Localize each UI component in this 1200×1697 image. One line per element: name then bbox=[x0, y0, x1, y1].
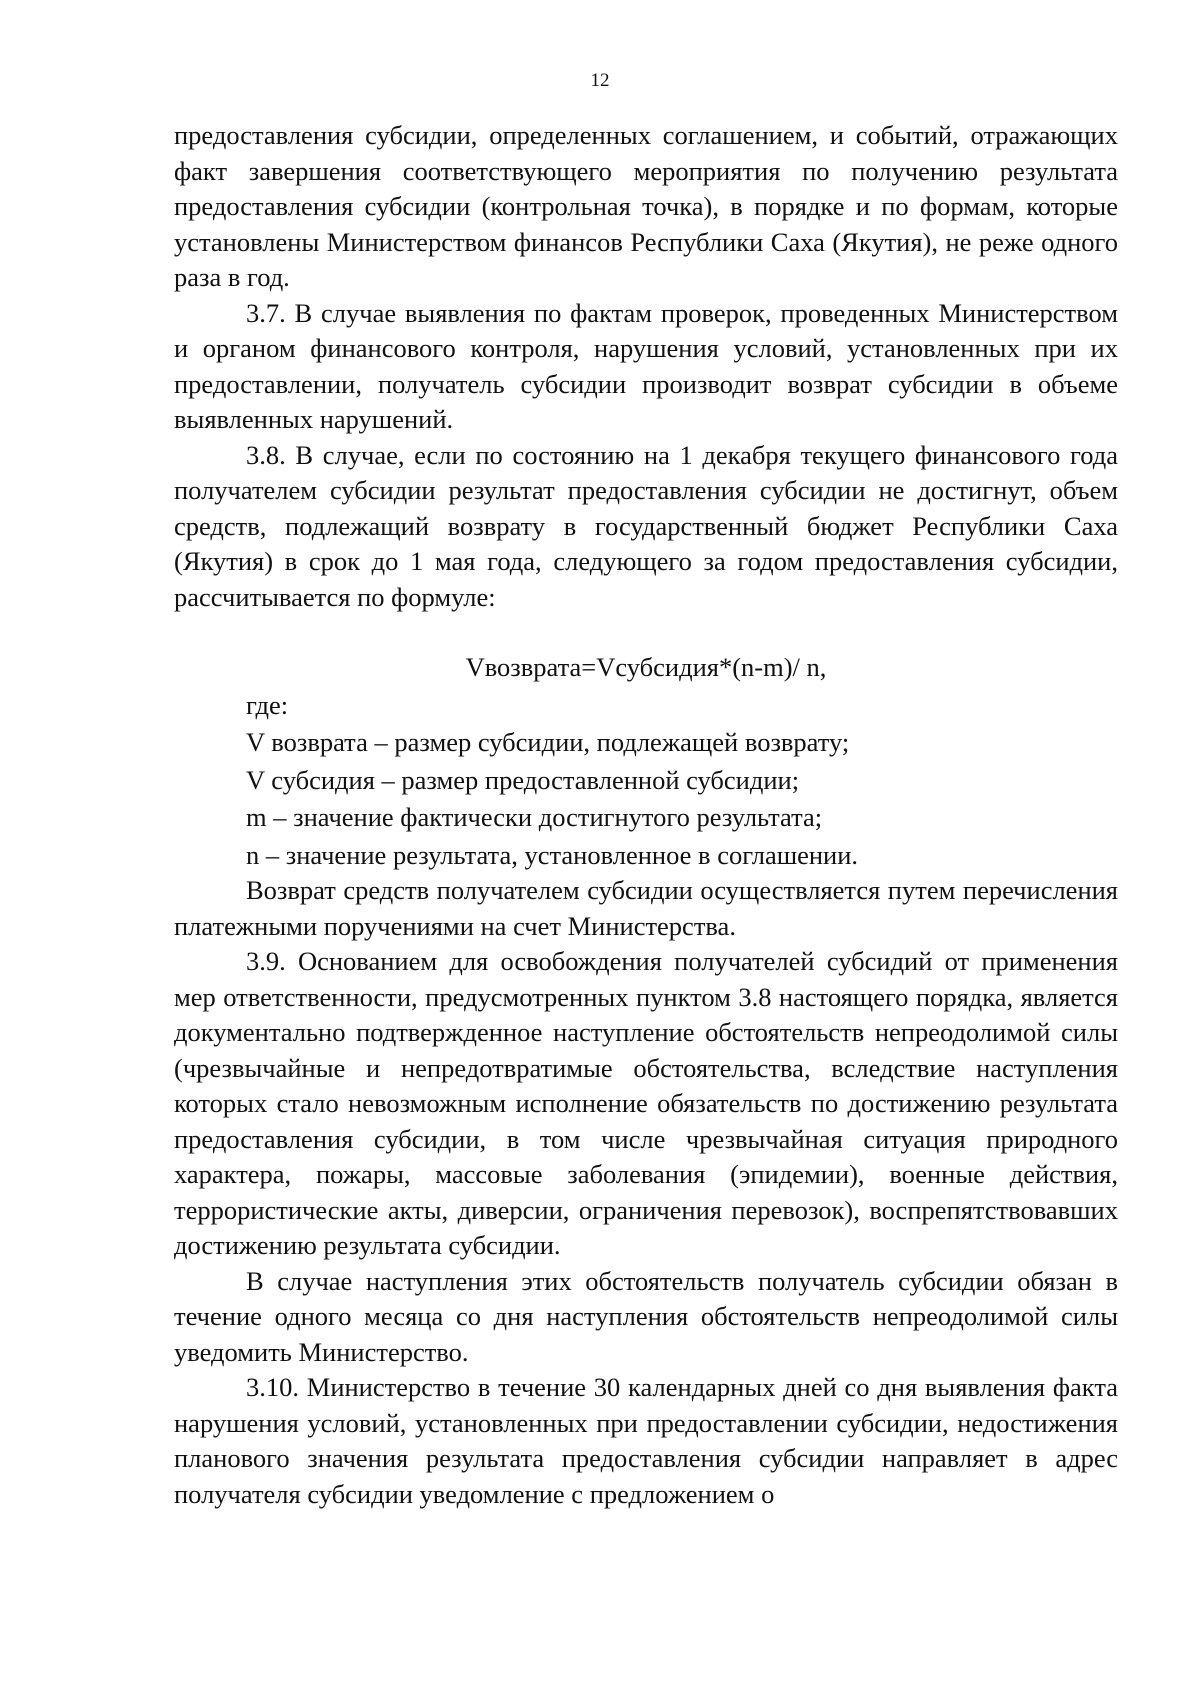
definition-item: m – значение фактически достигнутого результата; bbox=[246, 802, 823, 832]
formula: Vвозврата=Vсубсидия*(n-m)/ n, bbox=[465, 652, 827, 682]
document-body bbox=[174, 118, 1118, 1512]
definition-item: n – значение результата, установленное в соглашении. bbox=[246, 839, 859, 870]
definition-item: V субсидия – размер предоставленной субсидии; bbox=[246, 764, 800, 795]
paragraph-continuation: предоставления субсидии, определенных соглашением, и событий, отражающих факт завершения соответствующего мероприятия по получению результата предоставления субсидии (контрольная точка), в порядке и по формам, которые установлены Министерством финансов Республики Саха (Якутия), не реже одного раза в год. bbox=[174, 120, 1118, 292]
paragraph-force-majeure: В случае наступления этих обстоятельств получатель субсидии обязан в течение одного месяца со дня наступления обстоятельств непреодолимой силы уведомить Министерство. bbox=[174, 1265, 1118, 1367]
definition-item: V возврата – размер субсидии, подлежащей возврату; bbox=[246, 727, 850, 757]
paragraph-3-9: 3.9. Основанием для освобождения получателей субсидий от применения мер ответственности, предусмотренных пунктом 3.8 настоящего порядка, является документально подтвержденное наступление обстоятельств непреодолимой силы (чрезвычайные и непредотвратимые обстоятельства, вследствие наступления которых стало невозможным исполнение обязательств по достижению результата предоставления субсидии, в том числе чрезвычайная ситуация природного характера, пожары, массовые заболевания (эпидемии), военные действия, террористические акты, диверсии, ограничения перевозок), воспрепятствовавших достижению результата субсидии. bbox=[174, 946, 1118, 1260]
definitions-intro: где: bbox=[246, 689, 289, 720]
page-number: 12 bbox=[590, 70, 610, 91]
paragraph-3-7: 3.7. В случае выявления по фактам проверок, проведенных Министерством и органом финансового контроля, нарушения условий, установленных при их предоставлении, получатель субсидии производит возврат субсидии в объеме выявленных нарушений. bbox=[174, 297, 1118, 434]
paragraph-refund: Возврат средств получателем субсидии осуществляется путем перечисления платежными поручениями на счет Министерства. bbox=[174, 875, 1118, 941]
paragraph-3-8: 3.8. В случае, если по состоянию на 1 декабря текущего финансового года получателем субсидии результат предоставления субсидии не достигнут, объем средств, подлежащий возврату в государственный бюджет Республики Саха (Якутия) в срок до 1 мая года, следующего за годом предоставления субсидии, рассчитывается по формуле: bbox=[174, 439, 1118, 612]
paragraph-3-10: 3.10. Министерство в течение 30 календарных дней со дня выявления факта нарушения условий, установленных при предоставлении субсидии, недостижения планового значения результата предоставления субсидии направляет в адрес получателя субсидии уведомление с предложением о bbox=[174, 1372, 1118, 1509]
